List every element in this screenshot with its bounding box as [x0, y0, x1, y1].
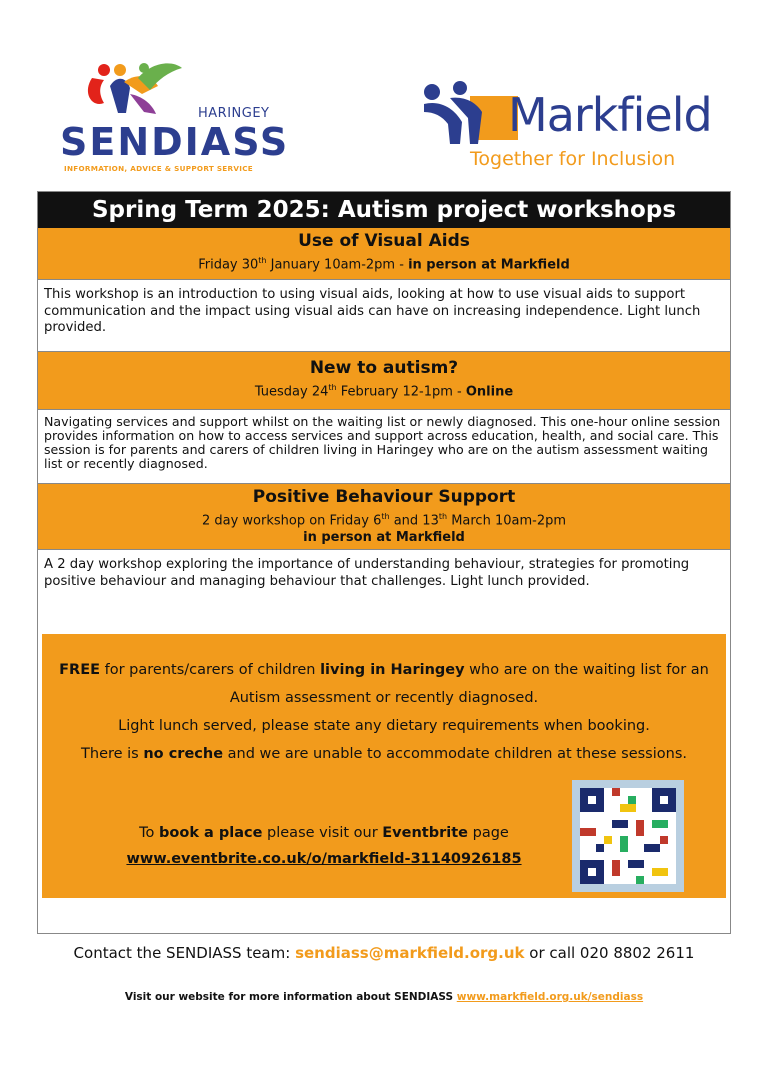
sendiass-haringey-text: HARINGEY	[198, 106, 270, 121]
lunch-note: Light lunch served, please state any dietary requirements when booking.	[118, 718, 650, 734]
workshop-3-title: Positive Behaviour Support	[252, 487, 516, 507]
workshop-1-mode: in person at Markfield	[408, 257, 570, 273]
workshop-1-title: Use of Visual Aids	[298, 231, 470, 251]
workshops-frame	[37, 191, 731, 934]
workshop-2-description: Navigating services and support whilst on the waiting list or newly diagnosed. This one-hour online session provides information on how to access services and support across education, health, and social care. This session is for parents and carers of children living in Haringey who are on the autism assessment waiting list or recently diagnosed.	[38, 410, 730, 484]
eventbrite-link[interactable]: www.eventbrite.co.uk/o/markfield-31140926185	[126, 851, 522, 867]
workshop-3-mode: in person at Markfield	[303, 530, 465, 546]
website-line: Visit our website for more information about SENDIASS www.markfield.org.uk/sendiass	[124, 991, 644, 1003]
workshop-3-description: A 2 day workshop exploring the importance of understanding behaviour, strategies for promoting positive behaviour and managing behaviour that challenges. Light lunch provided.	[44, 557, 690, 589]
info-text: FREE for parents/carers of children living in Haringey who are on the waiting list for an Autism assessment or recently diagnosed. Light lunch served, please state any dietary requirements when booking. There is no creche and we are unable to accommodate children at these sessions.	[59, 662, 709, 762]
markfield-wordmark: Markfield	[508, 88, 712, 142]
workshop-1-description: This workshop is an introduction to using visual aids, looking at how to use visual aids to support communication and the impact using visual aids can have on increasing independence. Light lunch provided.	[38, 280, 730, 352]
workshop-2-header	[38, 352, 730, 410]
sendiass-logo	[58, 58, 298, 178]
sendiass-tagline: INFORMATION, ADVICE & SUPPORT SERVICE	[64, 164, 253, 173]
markfield-tagline: Together for Inclusion	[470, 148, 676, 170]
no-creche-text: no creche	[143, 746, 224, 762]
markfield-figures-icon	[420, 78, 520, 148]
workshop-2-title: New to autism?	[309, 358, 459, 378]
workshop-2-date: Tuesday 24th February 12-1pm - Online	[254, 383, 514, 400]
contact-email-link[interactable]: sendiass@markfield.org.uk	[295, 944, 525, 962]
info-box	[42, 634, 726, 898]
workshop-3-date: 2 day workshop on Friday 6th and 13th March 10am-2pm	[201, 512, 567, 529]
workshop-2-mode: Online	[465, 384, 514, 400]
website-link[interactable]: www.markfield.org.uk/sendiass	[456, 991, 644, 1003]
sendiass-wordmark: SENDIASS	[60, 120, 290, 164]
workshop-1-header	[38, 228, 730, 280]
qr-code-icon[interactable]	[572, 780, 684, 892]
page-title: Spring Term 2025: Autism project workshops	[38, 192, 730, 228]
workshop-3-header	[38, 484, 730, 550]
sendiass-figures-icon	[82, 58, 192, 118]
booking-text: To book a place please visit our Eventbrite page www.eventbrite.co.uk/o/markfield-31140926185	[126, 825, 522, 867]
contact-line: Contact the SENDIASS team: sendiass@markfield.org.uk or call 020 8802 2611	[73, 944, 695, 962]
markfield-logo	[420, 78, 712, 178]
workshop-1-date: Friday 30th January 10am-2pm - in person at Markfield	[198, 256, 570, 273]
